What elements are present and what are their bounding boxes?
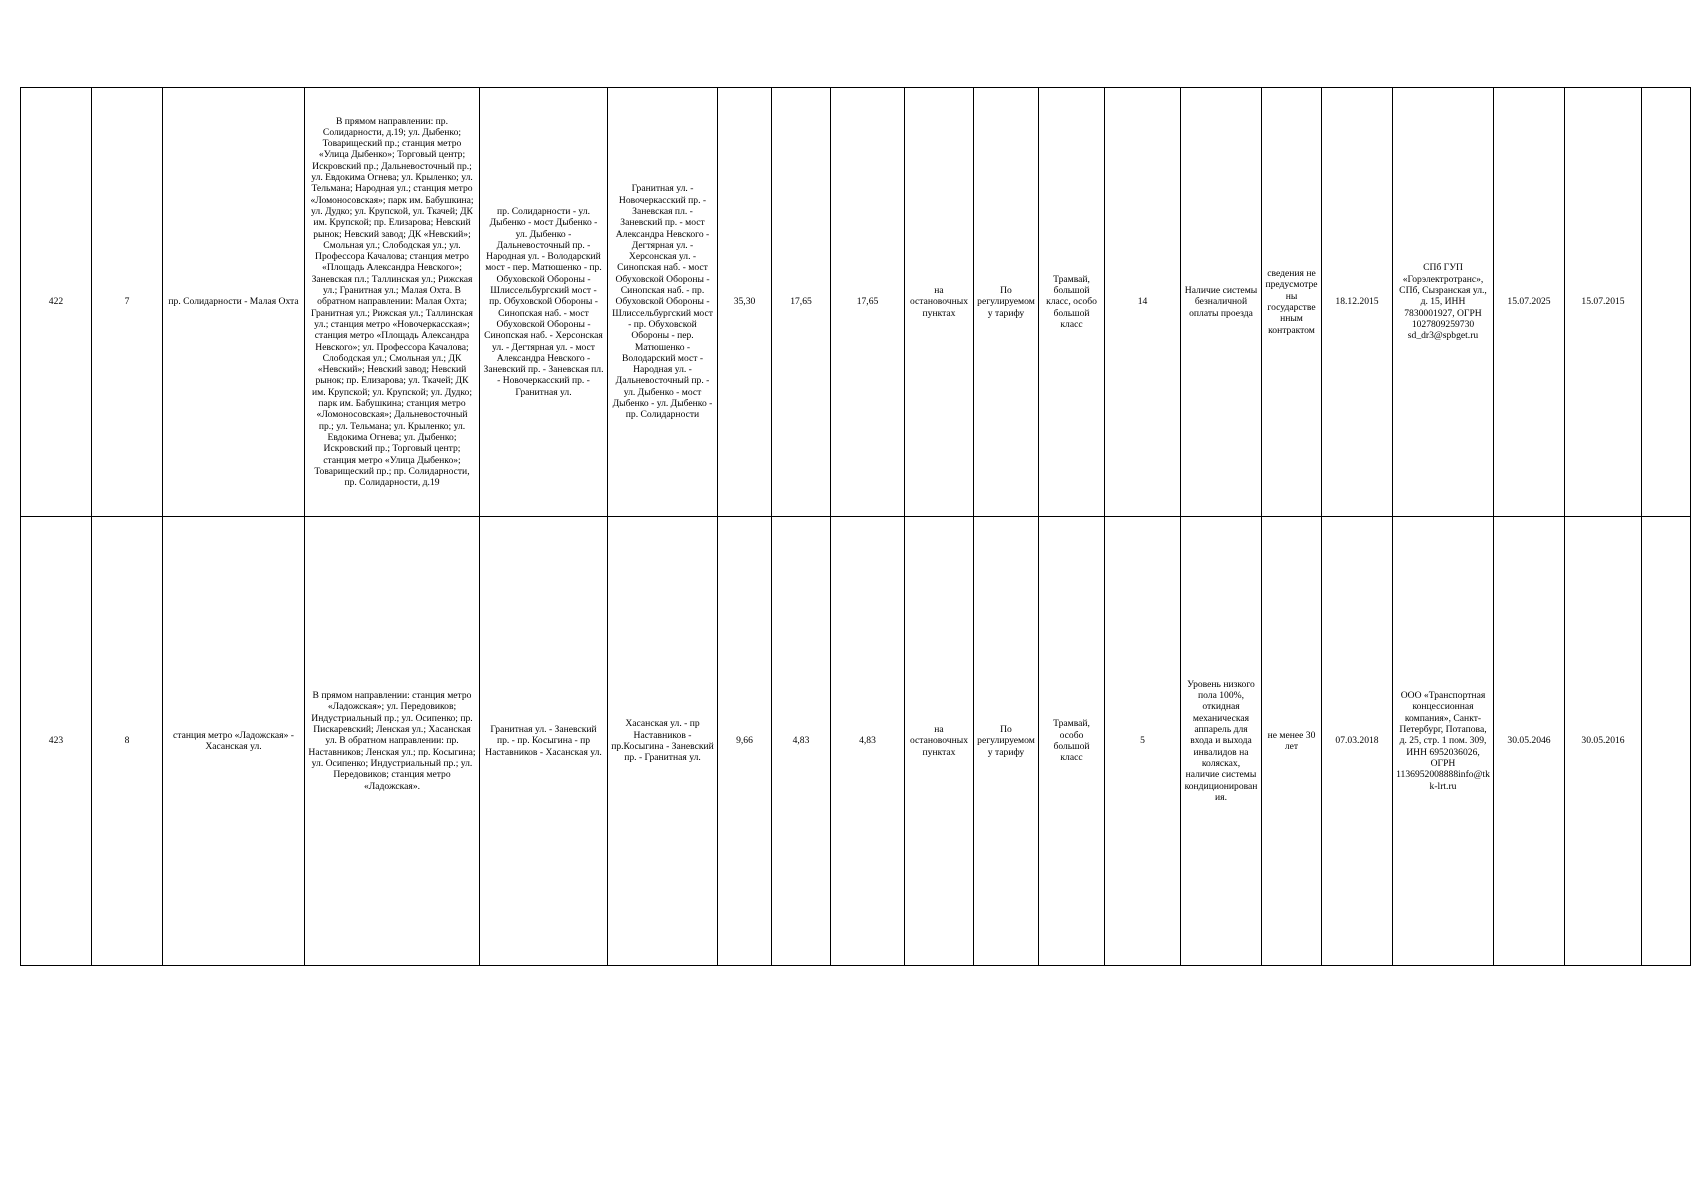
tariff-type-cell: По регулируемому тарифу: [974, 517, 1039, 966]
vehicle-age-cell: не менее 30 лет: [1262, 517, 1322, 966]
intermediate-stops-cell: В прямом направлении: станция метро «Ладожская»; ул. Передовиков; Индустриальный пр.; ул. Осипенко; пр. Пискаревский; Ленская ул.; Хасанская ул. В обратном направлении: пр. Наставников; Ленская ул.; пр. Косыгина; ул. Осипенко; Индустриальный пр.; ул. Передовиков; станция метро «Ладожская».: [305, 517, 480, 966]
contract-date-cell: 15.07.2015: [1565, 88, 1642, 517]
route-name-cell: станция метро «Ладожская» - Хасанская ул.: [163, 517, 305, 966]
carrier-cell: СПб ГУП «Горэлектротранс», СПб, Сызранская ул., д. 15, ИНН 7830001927, ОГРН 1027809259730 sd_dr3@spbget.ru: [1393, 88, 1494, 517]
extra-cell: [1642, 517, 1691, 966]
start-date-cell: 07.03.2018: [1322, 517, 1393, 966]
reverse-length-cell: 17,65: [831, 88, 905, 517]
vehicle-class-cell: Трамвай, большой класс, особо большой класс: [1039, 88, 1105, 517]
reverse-streets-cell: Хасанская ул. - пр Наставников - пр.Косыгина - Заневский пр. - Гранитная ул.: [608, 517, 718, 966]
vehicle-characteristics-cell: Уровень низкого пола 100%, откидная механическая аппарель для входа и выхода инвалидов на колясках, наличие системы кондиционирования.: [1181, 517, 1262, 966]
start-date-cell: 18.12.2015: [1322, 88, 1393, 517]
vehicle-age-cell: сведения не предусмотрены государственным контрактом: [1262, 88, 1322, 517]
forward-length-cell: 4,83: [772, 517, 831, 966]
vehicle-count-cell: 5: [1105, 517, 1181, 966]
forward-length-cell: 17,65: [772, 88, 831, 517]
total-length-cell: 35,30: [718, 88, 772, 517]
vehicle-characteristics-cell: Наличие системы безналичной оплаты проезда: [1181, 88, 1262, 517]
forward-streets-cell: Гранитная ул. - Заневский пр. - пр. Косыгина - пр Наставников - Хасанская ул.: [480, 517, 608, 966]
vehicle-class-cell: Трамвай, особо большой класс: [1039, 517, 1105, 966]
route-register-table: [20, 87, 1691, 966]
forward-streets-cell: пр. Солидарности - ул. Дыбенко - мост Дыбенко - ул. Дыбенко - Дальневосточный пр. - Народная ул. - Володарский мост - пер. Матюшенко - пр. Обуховской Обороны - Шлиссельбургский мост - пр. Обуховской Обороны - Синопская наб. - мост Обуховской Обороны - Синопская наб. - Херсонская ул. - Дегтярная ул. - мост Александра Невского - Заневский пр. - Заневская пл. - Новочеркасский пр. - Гранитная ул.: [480, 88, 608, 517]
boarding-order-cell: на остановочных пунктах: [905, 88, 974, 517]
route-name-cell: пр. Солидарности - Малая Охта: [163, 88, 305, 517]
carrier-cell: ООО «Транспортная концессионная компания», Санкт-Петербург, Потапова, д. 25, стр. 1 пом. 309, ИНН 6952036026, ОГРН 1136952008888info@tkk-lrt.ru: [1393, 517, 1494, 966]
vehicle-count-cell: 14: [1105, 88, 1181, 517]
route-number-cell: 8: [92, 517, 163, 966]
end-date-cell: 30.05.2046: [1494, 517, 1565, 966]
contract-date-cell: 30.05.2016: [1565, 517, 1642, 966]
total-length-cell: 9,66: [718, 517, 772, 966]
registration-number-cell: 423: [21, 517, 92, 966]
table-row: [21, 517, 1691, 966]
intermediate-stops-cell: В прямом направлении: пр. Солидарности, д.19; ул. Дыбенко; Товарищеский пр.; станция метро «Улица Дыбенко»; Торговый центр; Искровский пр.; Дальневосточный пр.; ул. Евдокима Огнева; ул. Крыленко; ул. Тельмана; Народная ул.; станция метро «Ломоносовская»; парк им. Бабушкина; ул. Дудко; ул. Крупской, ул. Ткачей; ДК им. Крупской; пр. Елизарова; Невский рынок; Невский завод; ДК «Невский»; Смольная ул.; Слободская ул.; ул. Профессора Качалова; станция метро «Площадь Александра Невского»; Заневская пл.; Таллинская ул.; Рижская ул.; Гранитная ул.; Малая Охта. В обратном направлении: Малая Охта; Гранитная ул.; Рижская ул.; Таллинская ул.; станция метро «Новочеркасская»; станция метро «Площадь Александра Невского»; ул. Профессора Качалова; Слободская ул.; Смольная ул.; ДК «Невский»; Невский завод; Невский рынок; пр. Елизарова; ул. Ткачей; ДК им. Крупской; ул. Крупской; ул. Дудко; парк им. Бабушкина; станция метро «Ломоносовская»; Дальневосточный пр.; ул. Тельмана; ул. Крыленко; ул. Евдокима Огнева; ул. Дыбенко; Искровский пр.; Торговый центр; станция метро «Улица Дыбенко»; Товарищеский пр.; пр. Солидарности, пр. Солидарности, д.19: [305, 88, 480, 517]
boarding-order-cell: на остановочных пунктах: [905, 517, 974, 966]
registration-number-cell: 422: [21, 88, 92, 517]
table-row: [21, 88, 1691, 517]
extra-cell: [1642, 88, 1691, 517]
end-date-cell: 15.07.2025: [1494, 88, 1565, 517]
tariff-type-cell: По регулируемому тарифу: [974, 88, 1039, 517]
route-number-cell: 7: [92, 88, 163, 517]
reverse-streets-cell: Гранитная ул. - Новочеркасский пр. - Заневская пл. - Заневский пр. - мост Александра Невского - Дегтярная ул. - Херсонская ул. - Синопская наб. - мост Обуховской Обороны - Синопская наб. - пр. Обуховской Обороны - Шлиссельбургский мост - пр. Обуховской Обороны - пер. Матюшенко - Володарский мост - Народная ул. - Дальневосточный пр. - ул. Дыбенко - мост Дыбенко - ул. Дыбенко - пр. Солидарности: [608, 88, 718, 517]
reverse-length-cell: 4,83: [831, 517, 905, 966]
